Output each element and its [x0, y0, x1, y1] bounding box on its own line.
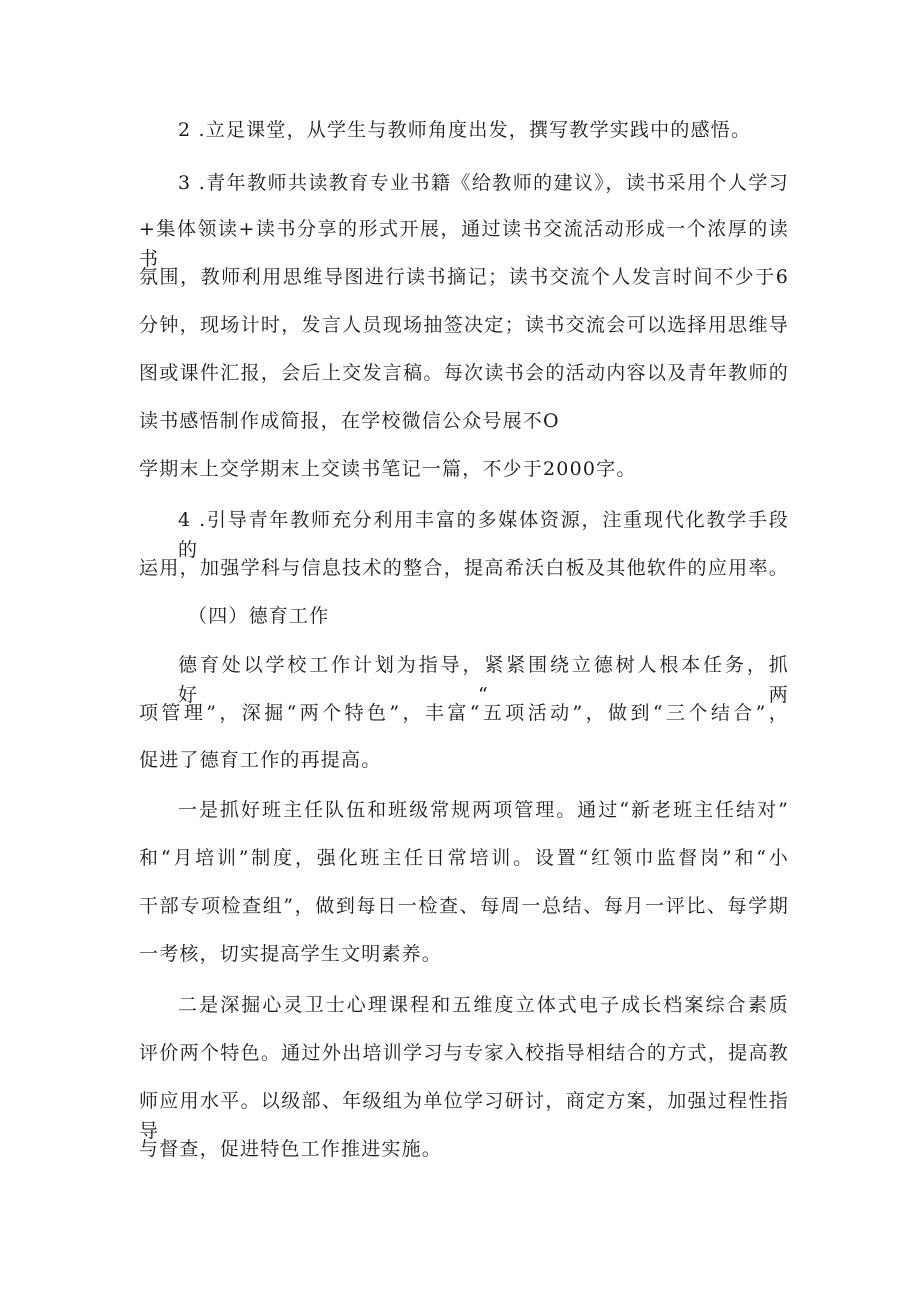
paragraph-7-line-2: 评价两个特色。通过外出培训学习与专家入校指导相结合的方式，提高教: [139, 1042, 789, 1064]
paragraph-5-line-3: 促进了德育工作的再提高。: [139, 749, 382, 771]
paragraph-3-line-5: 图或课件汇报，会后上交发言稿。每次读书会的活动内容以及青年教师的: [139, 362, 789, 384]
paragraph-7-line-3: 师应用水平。以级部、年级组为单位学习研讨，商定方案，加强过程性指导: [139, 1090, 789, 1142]
paragraph-3-line-3: 氛围，教师利用思维导图进行读书摘记；读书交流个人发言时间不少于6: [139, 266, 789, 288]
paragraph-5-line-1: 德育处以学校工作计划为指导，紧紧围绕立德树人根本任务，抓好“两: [178, 654, 789, 706]
paragraph-3-line-6: 读书感悟制作成简报，在学校微信公众号展不O: [139, 410, 560, 432]
paragraph-2-line-1: 2 .立足课堂，从学生与教师角度出发，撰写教学实践中的感悟。: [178, 119, 752, 141]
paragraph-6-line-2: 和“月培训”制度，强化班主任日常培训。设置“红领巾监督岗”和“小: [139, 847, 789, 869]
paragraph-7-line-1: 二是深掘心灵卫士心理课程和五维度立体式电子成长档案综合素质: [178, 994, 789, 1016]
paragraph-7-line-4: 与督查，促进特色工作推进实施。: [139, 1138, 443, 1160]
paragraph-3-line-4: 分钟，现场计时，发言人员现场抽签决定；读书交流会可以选择用思维导: [139, 314, 789, 336]
paragraph-6-line-1: 一是抓好班主任队伍和班级常规两项管理。通过“新老班主任结对”: [178, 799, 789, 821]
paragraph-3-line-2: +集体领读+读书分享的形式开展，通过读书交流活动形成一个浓厚的读书: [139, 218, 789, 270]
paragraph-3-line-7: 学期末上交学期末上交读书笔记一篇，不少于2000字。: [139, 458, 637, 480]
paragraph-4-line-1: 4 .引导青年教师充分利用丰富的多媒体资源，注重现代化教学手段的: [178, 509, 789, 561]
paragraph-5-line-2: 项管理”，深掘“两个特色”，丰富“五项活动”，做到“三个结合”，: [139, 702, 789, 724]
paragraph-6-line-3: 干部专项检查组”，做到每日一检查、每周一总结、每月一评比、每学期: [139, 895, 789, 917]
paragraph-4-line-2: 运用，加强学科与信息技术的整合，提高希沃白板及其他软件的应用率。: [139, 557, 789, 579]
paragraph-6-line-4: 一考核，切实提高学生文明素养。: [139, 943, 443, 965]
section-heading: （四）德育工作: [188, 605, 330, 627]
paragraph-3-line-1: 3 .青年教师共读教育专业书籍《给教师的建议》，读书采用个人学习: [178, 172, 789, 194]
